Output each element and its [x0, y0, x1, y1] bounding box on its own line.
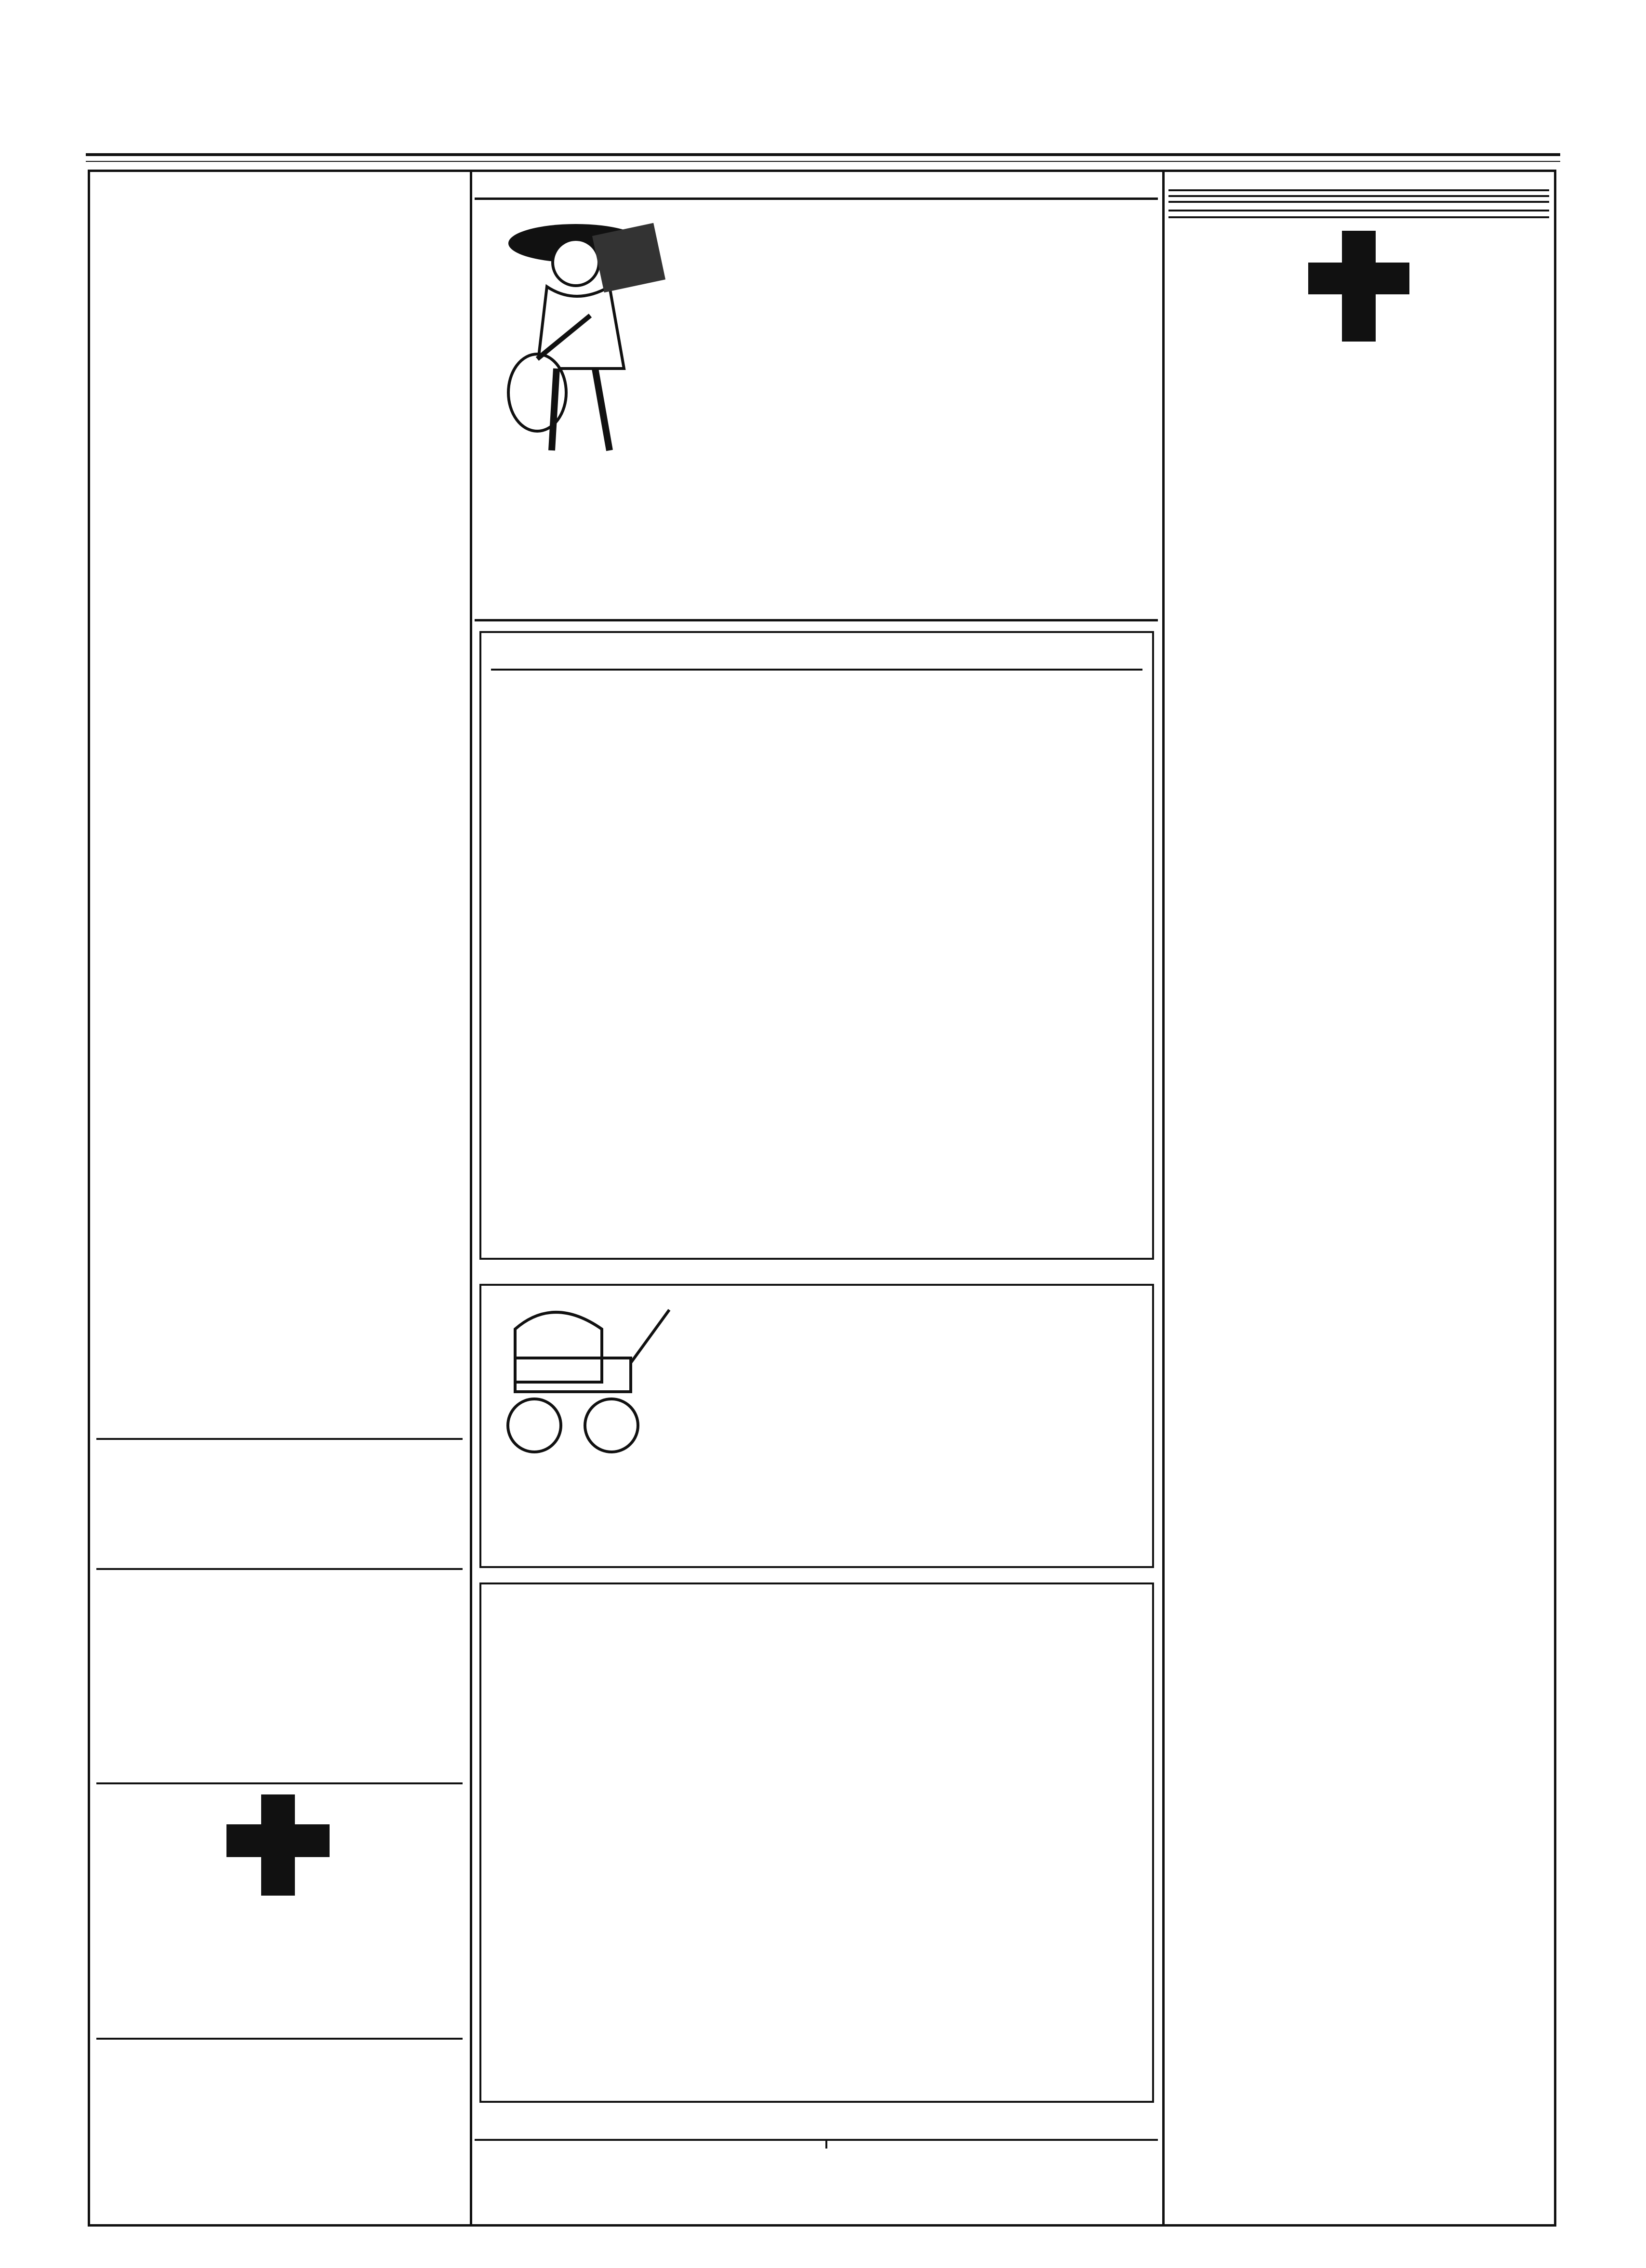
- footer-left: [475, 2141, 827, 2149]
- divider: [96, 2038, 463, 2040]
- guitarist-illustration-icon: [494, 210, 672, 460]
- cross-icon: [96, 1790, 463, 1900]
- farinha-intro: [481, 1589, 1152, 1594]
- footer-right: [827, 2141, 1158, 2149]
- divider: [96, 1568, 463, 1570]
- pram-illustration-icon: [496, 1300, 679, 1459]
- right-column: [1168, 185, 1549, 346]
- passengers-article: [96, 1440, 463, 1443]
- column-rule-right: [1162, 170, 1165, 2227]
- casa-viola-ad: [475, 198, 1158, 621]
- divider: [96, 1438, 463, 1440]
- carrinhos-ad: [479, 1284, 1154, 1568]
- column-rule-left: [470, 170, 472, 2227]
- divider: [96, 1782, 463, 1784]
- testa-habilitem: [481, 647, 1152, 658]
- farinha-nao-perca: [481, 1594, 1152, 1607]
- farinha-atende: [481, 1609, 1152, 1616]
- footer-notices: [475, 2139, 1158, 2149]
- masthead-rule: [86, 153, 1560, 162]
- o-testa-ad: [479, 631, 1154, 1260]
- testa-nb: [481, 671, 1152, 679]
- lottery-results: [96, 183, 463, 193]
- farinha-ad: [479, 1582, 1154, 2103]
- retiro-ad: [96, 1575, 463, 1579]
- cross-icon: [1168, 221, 1549, 346]
- obituary-sintra: [96, 1790, 463, 1903]
